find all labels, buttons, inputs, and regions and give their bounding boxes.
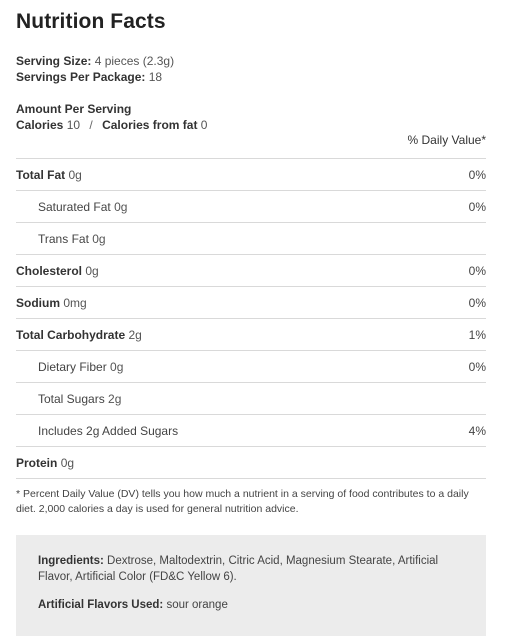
nutrient-label: Dietary Fiber: [38, 359, 107, 374]
calories-from-fat-label: Calories from fat: [102, 118, 198, 132]
nutrient-row-total-fat: [16, 159, 486, 191]
nutrient-row-total-carbohydrate: [16, 319, 486, 351]
artificial-flavors-label: Artificial Flavors Used:: [38, 599, 164, 611]
nutrient-label: Total Fat: [16, 167, 66, 182]
daily-value-header: % Daily Value*: [407, 133, 486, 147]
nutrient-row-added-sugars: [16, 415, 486, 447]
serving-size-label: Serving Size:: [16, 54, 92, 68]
ingredients-box: [16, 535, 486, 636]
nutrient-daily-value: 0%: [468, 263, 486, 278]
nutrient-amount: 0g: [60, 455, 75, 470]
nutrient-label: Protein: [16, 455, 58, 470]
nutrient-label: Trans Fat: [38, 231, 89, 246]
ingredients-label: Ingredients:: [38, 555, 104, 567]
nutrient-table: [16, 158, 486, 479]
artificial-flavors-line: [38, 597, 464, 613]
nutrient-daily-value: 0%: [468, 359, 486, 374]
nutrient-amount: 0g: [85, 263, 99, 278]
ingredients-line: [38, 553, 464, 585]
ingredients-text: Dextrose, Maltodextrin, Citric Acid, Magnesium Stearate, Artificial Flavor, Artificial Color (FD&C Yellow 6).: [38, 555, 439, 583]
nutrient-label: Saturated Fat: [38, 199, 111, 214]
servings-per-package-label: Servings Per Package:: [16, 70, 146, 84]
amount-per-serving-heading: [16, 102, 131, 116]
nutrient-daily-value: 0%: [468, 295, 486, 310]
servings-per-package: [16, 70, 162, 84]
nutrient-daily-value: 0%: [468, 199, 486, 214]
nutrient-row-total-sugars: [16, 383, 486, 415]
servings-per-package-value: 18: [148, 70, 163, 84]
nutrient-row-dietary-fiber: [16, 351, 486, 383]
nutrient-row-cholesterol: [16, 255, 486, 287]
nutrient-label: Total Sugars: [38, 391, 105, 406]
nutrient-daily-value: 1%: [468, 327, 486, 342]
calories-line: [16, 118, 207, 132]
artificial-flavors-value: sour orange: [166, 599, 228, 611]
nutrient-label: Sodium: [16, 295, 60, 310]
nutrient-amount: 2g: [128, 327, 142, 342]
amount-heading-text: Amount Per Serving: [16, 102, 132, 116]
calories-from-fat-value: 0: [200, 118, 208, 132]
nutrient-row-trans-fat: [16, 223, 486, 255]
nutrient-daily-value: 4%: [468, 423, 486, 438]
nutrient-amount: 0g: [110, 359, 124, 374]
serving-size: [16, 54, 174, 68]
serving-size-value: 4 pieces (2.3g): [94, 54, 175, 68]
page-title: Nutrition Facts: [16, 10, 166, 33]
nutrient-label: Total Carbohydrate: [16, 327, 126, 342]
nutrient-amount: 0g: [114, 199, 128, 214]
nutrient-daily-value: 0%: [468, 167, 486, 182]
calories-separator: /: [89, 118, 93, 132]
nutrient-amount: 0g: [68, 167, 82, 182]
nutrient-row-sodium: [16, 287, 486, 319]
nutrient-row-saturated-fat: [16, 191, 486, 223]
nutrient-amount: 0mg: [63, 295, 87, 310]
calories-value: 10: [66, 118, 81, 132]
nutrient-row-protein: [16, 447, 486, 479]
nutrient-amount: 2g: [108, 391, 122, 406]
calories-label: Calories: [16, 118, 64, 132]
daily-value-footnote: * Percent Daily Value (DV) tells you how much a nutrient in a serving of food contributes to a daily diet. 2,000 calories a day is used for general nutrition advice.: [16, 488, 469, 515]
nutrient-label: Includes 2g Added Sugars: [38, 423, 179, 438]
nutrient-label: Cholesterol: [16, 263, 83, 278]
nutrient-amount: 0g: [92, 231, 106, 246]
